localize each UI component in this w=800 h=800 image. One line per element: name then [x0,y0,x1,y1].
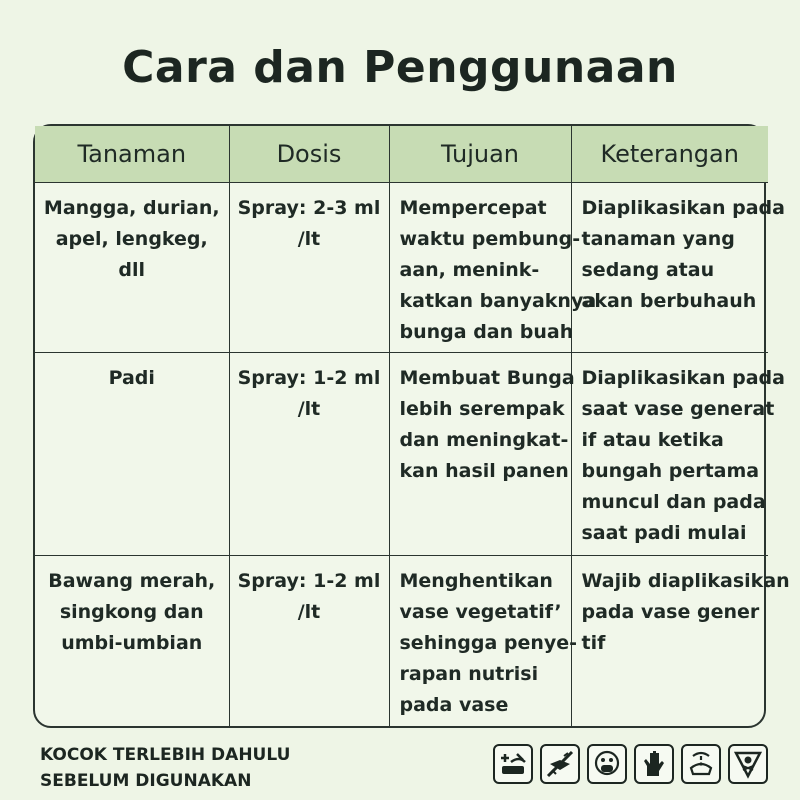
cell-line: Mangga, durian, [43,197,220,219]
cell-line: tanaman yang [581,228,735,250]
cell-line: pada vase [399,694,509,716]
table-row [35,556,768,727]
cell-keterangan [571,556,790,727]
cell-keterangan [571,183,785,353]
header-tujuan: Tujuan [389,126,571,183]
cell-line: Mempercepat [399,197,547,219]
cell-line: Padi [108,367,155,389]
cell-line: /lt [297,398,321,420]
cell-tujuan [389,556,578,727]
wash-hands-icon [681,744,721,784]
cell-line: Spray: 2-3 ml [237,197,381,219]
header-keterangan: Keterangan [571,126,768,183]
mask-face-icon [587,744,627,784]
cell-line: katkan banyaknya [399,290,597,312]
cell-line: Spray: 1-2 ml [237,367,381,389]
cell-line: kan hasil panen [399,460,569,482]
header-dosis: Dosis [229,126,389,183]
cell-line: /lt [297,228,321,250]
usage-table [33,124,790,728]
cell-keterangan [571,353,785,556]
table-header-row [35,126,768,183]
cell-tujuan [389,183,597,353]
toxic-hazard-icon [728,744,768,784]
cell-line: sedang atau [581,259,715,281]
cell-line: Bawang merah, [48,570,216,592]
cell-line: umbi-umbian [61,632,203,654]
cell-line: lebih serempak [399,398,565,420]
cell-line: apel, lengkeg, dll [55,228,208,281]
shake-instruction [40,742,290,794]
cell-dosis [229,183,389,353]
cell-line: Wajib diaplikasikan [581,570,790,592]
header-tanaman: Tanaman [35,126,229,183]
cell-line: /lt [297,601,321,623]
safety-icons [493,744,768,784]
cell-line: rapan nutrisi [399,663,539,685]
footer-line-2: SEBELUM DIGUNAKAN [40,771,252,791]
cell-tanaman [35,183,229,353]
cell-line: akan berbuhauh [581,290,757,312]
table-row [35,183,768,353]
cell-line: tif [581,632,606,654]
cell-line: Membuat Bunga [399,367,575,389]
cell-line: bungah pertama [581,460,760,482]
cell-line: singkong dan [59,601,204,623]
no-spray-icon [540,744,580,784]
cell-line: muncul dan pada [581,491,766,513]
footer-line-1: KOCOK TERLEBIH DAHULU [40,745,291,765]
cell-line: pada vase gener [581,601,760,623]
cell-line: if atau ketika [581,429,724,451]
table-row [35,353,768,556]
cell-line: vase vegetatif’ [399,601,562,623]
cell-line: bunga dan buah [399,321,574,343]
page-title: Cara dan Penggunaan [122,42,678,93]
cell-line: Spray: 1-2 ml [237,570,381,592]
cell-line: saat padi mulai [581,522,747,544]
mixing-icon [493,744,533,784]
cell-dosis [229,353,389,556]
cell-line: Diaplikasikan pada [581,197,785,219]
gloves-icon [634,744,674,784]
cell-tujuan [389,353,575,556]
cell-tanaman [35,556,229,727]
cell-line: dan meningkat- [399,429,569,451]
cell-line: saat vase generat [581,398,775,420]
cell-line: waktu pembung- [399,228,581,250]
cell-line: Menghentikan [399,570,553,592]
cell-line: Diaplikasikan pada [581,367,785,389]
cell-line: aan, menink- [399,259,540,281]
cell-tanaman [35,353,229,556]
cell-line: sehingga penye- [399,632,578,654]
cell-dosis [229,556,389,727]
